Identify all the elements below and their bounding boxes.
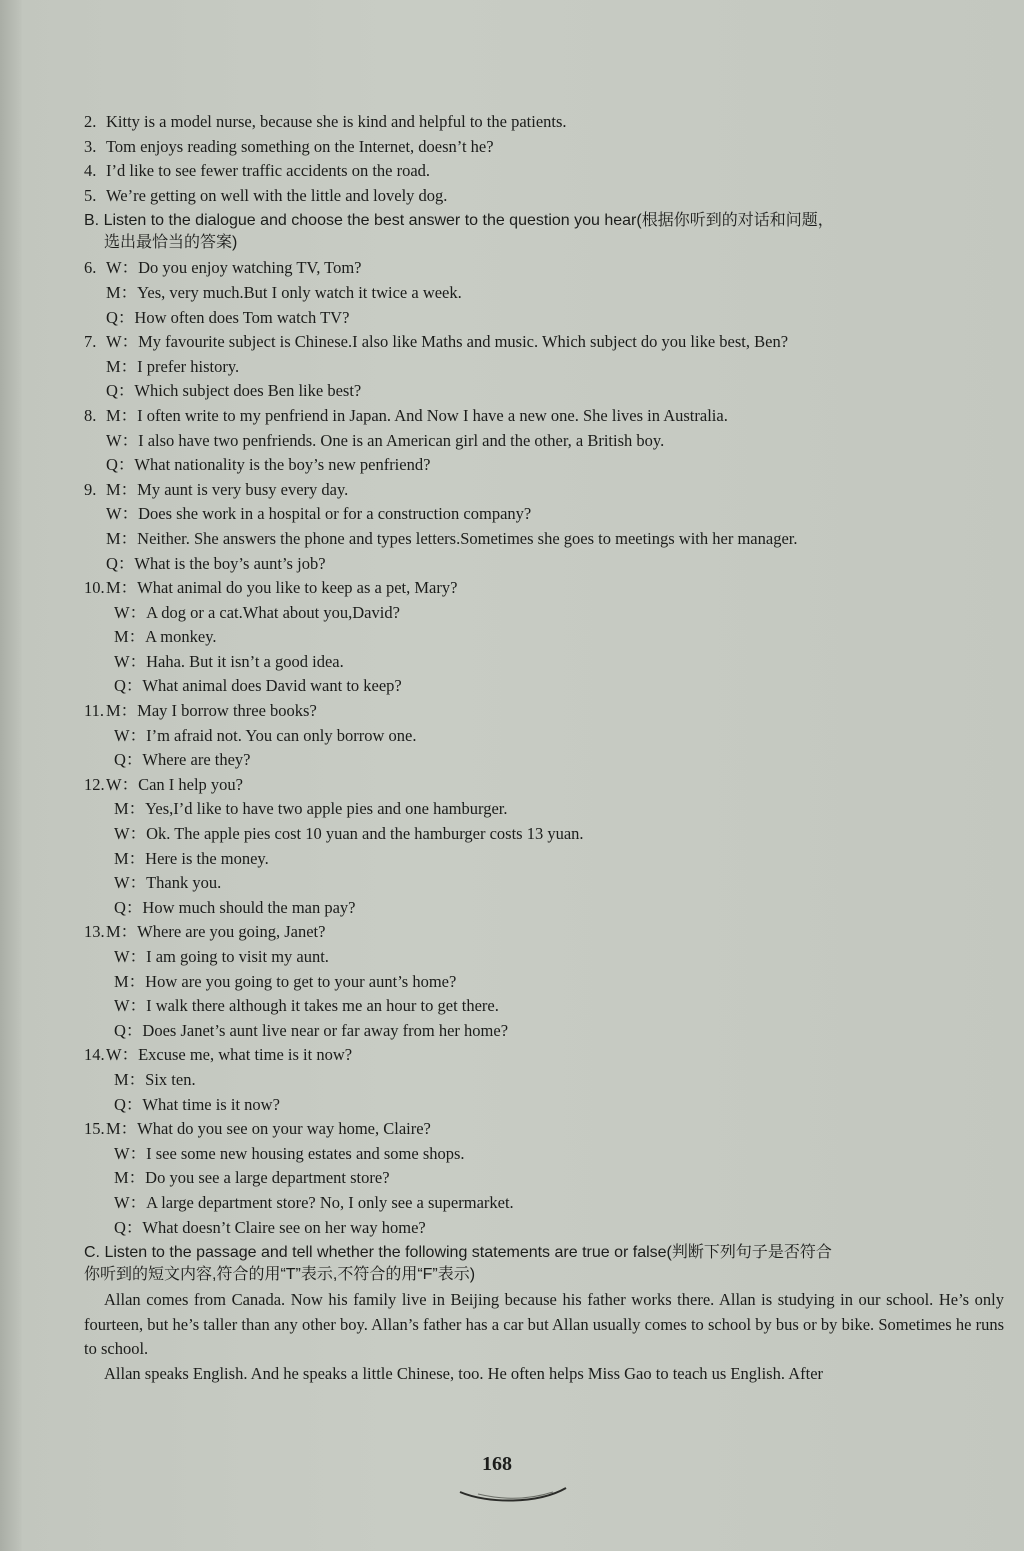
question-number: 11.	[84, 701, 105, 721]
dialogue-line	[84, 552, 1004, 577]
dialogue-text: Q：What is the boy’s aunt’s job?	[106, 553, 326, 573]
dialogue-line	[84, 896, 1004, 921]
list-item: 3. Tom enjoys reading something on the Internet, doesn’t he?	[84, 136, 494, 156]
question-number: 7.	[84, 332, 97, 352]
dialogue-text: M：I often write to my penfriend in Japan. And Now I have a new one. She lives in Australia.	[106, 405, 728, 425]
dialogue-line	[84, 970, 1004, 995]
dialogue-item	[84, 920, 1004, 1043]
dialogue-line	[84, 404, 1004, 429]
dialogue-item	[84, 404, 1004, 478]
dialogue-line	[84, 1019, 1004, 1044]
dialogue-line	[84, 871, 1004, 896]
dialogue-text: W：Excuse me, what time is it now?	[106, 1045, 353, 1065]
dialogue-line	[84, 1093, 1004, 1118]
question-number: 10.	[84, 578, 105, 598]
dialogue-line	[84, 256, 1004, 281]
dialogue-line	[84, 527, 1004, 552]
dialogue-text: W：I walk there although it takes me an hour to get there.	[114, 996, 499, 1016]
dialogue-text: Q：What nationality is the boy’s new penfriend?	[106, 455, 431, 475]
dialogue-line	[84, 1142, 1004, 1167]
dialogue-line	[84, 945, 1004, 970]
page-number: 168	[482, 1453, 512, 1475]
dialogue-item	[84, 1043, 1004, 1117]
dialogue-text: W：Ok. The apple pies cost 10 yuan and the hamburger costs 13 yuan.	[114, 824, 584, 844]
dialogue-text: W：I see some new housing estates and some shops.	[114, 1143, 465, 1163]
dialogue-line	[84, 625, 1004, 650]
dialogue-text: M：I prefer history.	[106, 356, 240, 376]
dialogue-item	[84, 773, 1004, 921]
page-binding-shadow	[0, 0, 22, 1551]
dialogue-text: Q：What time is it now?	[114, 1094, 280, 1114]
dialogue-line	[84, 1117, 1004, 1142]
dialogue-text: W：I also have two penfriends. One is an American girl and the other, a British boy.	[106, 430, 665, 450]
dialogue-line	[84, 748, 1004, 773]
dialogue-text: W：My favourite subject is Chinese.I also like Maths and music. Which subject do you like best, Ben?	[106, 332, 789, 352]
dialogue-text: M：Where are you going, Janet?	[106, 922, 326, 942]
dialogue-text: W：A dog or a cat.What about you,David?	[114, 602, 400, 622]
dialogue-text: W：Can I help you?	[106, 774, 244, 794]
question-number: 9.	[84, 479, 97, 499]
dialogue-line	[84, 355, 1004, 380]
section-a-items	[84, 110, 1004, 208]
dialogue-text: M：Yes, very much.But I only watch it twice a week.	[106, 282, 462, 302]
dialogue-line	[84, 453, 1004, 478]
dialogue-line	[84, 601, 1004, 626]
dialogue-line	[84, 822, 1004, 847]
dialogue-line	[84, 994, 1004, 1019]
dialogue-text: W：A large department store? No, I only see a supermarket.	[114, 1192, 514, 1212]
dialogue-item	[84, 256, 1004, 330]
dialogue-text: W：Does she work in a hospital or for a construction company?	[106, 504, 532, 524]
dialogue-line	[84, 847, 1004, 872]
section-b-dialogues	[84, 256, 1004, 1240]
content	[84, 110, 1004, 1387]
dialogue-text: M：My aunt is very busy every day.	[106, 479, 349, 499]
dialogue-line	[84, 797, 1004, 822]
dialogue-text: M：Yes,I’d like to have two apple pies and one hamburger.	[114, 799, 508, 819]
dialogue-text: M：What do you see on your way home, Claire?	[106, 1119, 431, 1139]
page-number-swash-icon	[458, 1480, 568, 1504]
dialogue-line	[84, 773, 1004, 798]
passage-paragraph: Allan comes from Canada. Now his family live in Beijing because his father works there. Allan is studying in our school. He’s only fourteen, but he’s taller than any other boy. Allan’s father has a car but Allan usually comes to school by bus or by bike. Sometimes he runs to school.	[84, 1290, 1004, 1359]
section-c-title: C. Listen to the passage and tell whether the following statements are true or false(判断下列句子是否符合 你听到的短文内容,符合的用“T”表示,不符合的用“F”表示)	[84, 1244, 832, 1284]
question-number: 14.	[84, 1045, 105, 1065]
dialogue-line	[84, 1166, 1004, 1191]
dialogue-line	[84, 306, 1004, 331]
question-number: 15.	[84, 1119, 105, 1139]
question-number: 8.	[84, 405, 97, 425]
dialogue-text: W：Do you enjoy watching TV, Tom?	[106, 258, 362, 278]
passage-paragraph: Allan speaks English. And he speaks a little Chinese, too. He often helps Miss Gao to teach us English. After	[104, 1363, 824, 1383]
dialogue-item	[84, 1117, 1004, 1240]
dialogue-text: Q：Where are they?	[114, 750, 251, 770]
dialogue-text: W：Haha. But it isn’t a good idea.	[114, 651, 344, 671]
dialogue-text: M：May I borrow three books?	[106, 701, 317, 721]
question-number: 13.	[84, 922, 105, 942]
dialogue-line	[84, 920, 1004, 945]
question-number: 6.	[84, 258, 97, 278]
dialogue-text: W：I’m afraid not. You can only borrow one.	[114, 725, 417, 745]
dialogue-line	[84, 1216, 1004, 1241]
dialogue-line	[84, 429, 1004, 454]
dialogue-text: M：Six ten.	[114, 1069, 196, 1089]
dialogue-text: Q：How often does Tom watch TV?	[106, 307, 350, 327]
dialogue-line	[84, 478, 1004, 503]
dialogue-line	[84, 674, 1004, 699]
section-b-title: B. Listen to the dialogue and choose the best answer to the question you hear(根据你听到的对话和问题， 选出最恰当的答案)	[84, 212, 834, 252]
dialogue-line	[84, 1043, 1004, 1068]
dialogue-text: M：Do you see a large department store?	[114, 1168, 390, 1188]
dialogue-text: W：Thank you.	[114, 873, 222, 893]
question-number: 12.	[84, 774, 105, 794]
dialogue-line	[84, 699, 1004, 724]
dialogue-text: M：How are you going to get to your aunt’s home?	[114, 971, 457, 991]
list-item: 4. I’d like to see fewer traffic accidents on the road.	[84, 161, 431, 181]
dialogue-text: Q：What doesn’t Claire see on her way home?	[114, 1217, 426, 1237]
dialogue-text: M：What animal do you like to keep as a pet, Mary?	[106, 578, 458, 598]
list-item: 5. We’re getting on well with the little and lovely dog.	[84, 185, 448, 205]
dialogue-text: W：I am going to visit my aunt.	[114, 947, 329, 966]
dialogue-item	[84, 330, 1004, 404]
dialogue-item	[84, 478, 1004, 576]
dialogue-text: M：Neither. She answers the phone and types letters.Sometimes she goes to meetings with her manager.	[106, 528, 798, 548]
dialogue-line	[84, 281, 1004, 306]
list-item: 2. Kitty is a model nurse, because she is kind and helpful to the patients.	[84, 112, 567, 131]
dialogue-item	[84, 699, 1004, 773]
dialogue-text: Q：Does Janet’s aunt live near or far away from her home?	[114, 1020, 509, 1040]
dialogue-line	[84, 1191, 1004, 1216]
dialogue-text: M：Here is the money.	[114, 848, 269, 868]
dialogue-line	[84, 330, 1004, 355]
dialogue-line	[84, 502, 1004, 527]
dialogue-text: Q：What animal does David want to keep?	[114, 676, 402, 696]
dialogue-item	[84, 576, 1004, 699]
dialogue-text: M：A monkey.	[114, 627, 217, 647]
dialogue-text: Q：Which subject does Ben like best?	[106, 381, 362, 401]
dialogue-text: Q：How much should the man pay?	[114, 897, 356, 917]
dialogue-line	[84, 650, 1004, 675]
dialogue-line	[84, 1068, 1004, 1093]
dialogue-line	[84, 724, 1004, 749]
dialogue-line	[84, 379, 1004, 404]
dialogue-line	[84, 576, 1004, 601]
